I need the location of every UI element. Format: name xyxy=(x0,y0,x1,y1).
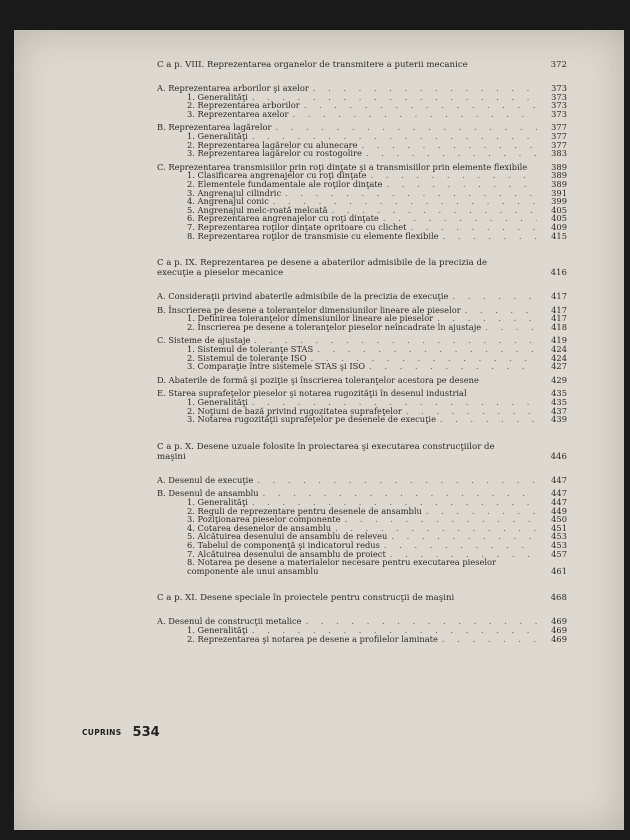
section-name: Abaterile de formă şi poziţie şi înscrierea toleranţelor acestora pe desene xyxy=(168,374,479,385)
dot-leader xyxy=(345,515,537,524)
book-page xyxy=(14,30,624,830)
subsection-entry xyxy=(157,149,567,158)
entry-title: 3. Reprezentarea lagărelor cu rostogolire xyxy=(187,148,362,159)
entry-page: 453 xyxy=(551,531,567,542)
dot-leader xyxy=(304,101,537,110)
subsection-entry xyxy=(157,110,567,119)
dot-leader xyxy=(263,489,537,498)
chapter-gap xyxy=(157,240,567,258)
entry-title: 6. Reprezentarea angrenajelor cu roţi dinţate xyxy=(187,213,379,224)
chapter-page: 446 xyxy=(550,451,567,462)
entry-title: 1. Definirea toleranţelor dimensiunilor lineare ale pieselor xyxy=(187,313,434,324)
entry-page: 418 xyxy=(551,321,567,332)
toc-section xyxy=(157,617,567,643)
section-page: 447 xyxy=(551,474,567,485)
section-name: Înscrierea pe desene a toleranţelor dimensiunilor lineare ale pieselor xyxy=(168,304,461,315)
dot-leader xyxy=(362,141,537,150)
section-name: Starea suprafeţelor pieselor şi notarea rugozităţii în desenul industrial xyxy=(168,388,467,399)
section-page: 429 xyxy=(551,374,567,385)
section-letter: A. xyxy=(157,291,166,302)
section-name: Desenul de execuţie xyxy=(168,474,254,485)
section-page: 389 xyxy=(551,161,567,172)
dot-leader xyxy=(384,541,537,550)
section-name: Desenul de construcţii metalice xyxy=(168,616,302,627)
dot-leader xyxy=(275,123,537,132)
section-name: Desenul de ansamblu xyxy=(168,488,259,499)
dot-leader xyxy=(442,635,537,644)
chapter-title: C a p. X. Desene uzuale folosite în proiectarea şi executarea construcţiilor de maşini xyxy=(157,441,495,462)
dot-leader xyxy=(465,306,537,315)
section-letter: A. xyxy=(157,616,166,627)
entry-title: 1. Clasificarea angrenajelor cu roţi dinţate xyxy=(187,170,367,181)
entry-page: 469 xyxy=(551,624,567,635)
entry-title: 2. Reprezentarea şi notarea pe desene a profilelor laminate xyxy=(187,633,438,644)
section-letter: B. xyxy=(157,488,166,499)
chapter-title: C a p. XI. Desene speciale în proiectele pentru construcţii de maşini xyxy=(157,593,455,604)
entry-page: 377 xyxy=(551,139,567,150)
entry-page: 461 xyxy=(551,565,567,576)
chapter-heading xyxy=(157,60,567,70)
entry-title: 2. Noţiuni de bază privind rugozitatea suprafeţelor xyxy=(187,405,402,416)
entry-page: 424 xyxy=(551,344,567,355)
entry-title: 2. Sistemul de toleranţe ISO xyxy=(187,352,307,363)
entry-page: 469 xyxy=(551,633,567,644)
entry-page: 377 xyxy=(551,130,567,141)
entry-page: 373 xyxy=(551,100,567,111)
entry-title: 6. Tabelul de componenţă şi indicatorul redus xyxy=(187,539,380,550)
entry-title: 1. Generalităţi xyxy=(187,624,248,635)
dot-leader xyxy=(285,189,537,198)
entry-title: 2. Reprezentarea lagărelor cu alunecare xyxy=(187,139,358,150)
entry-title: 1. Sistemul de toleranţe STAS xyxy=(187,344,314,355)
entry-title: 7. Reprezentarea roţilor dinţate opritoare cu clichet xyxy=(187,221,407,232)
chapter-gap xyxy=(157,424,567,442)
toc-section xyxy=(157,489,567,575)
section-page: 417 xyxy=(551,291,567,302)
entry-title: 2. Reguli de reprezentare pentru desenele de ansamblu xyxy=(187,505,422,516)
entry-title: 4. Cotarea desenelor de ansamblu xyxy=(187,522,332,533)
entry-page: 451 xyxy=(551,522,567,533)
entry-page: 383 xyxy=(551,148,567,159)
entry-page: 453 xyxy=(551,539,567,550)
section-letter: B. xyxy=(157,304,166,315)
toc-section xyxy=(157,336,567,370)
dot-leader xyxy=(313,84,537,93)
entry-title: 4. Angrenajul conic xyxy=(187,196,269,207)
entry-page: 415 xyxy=(551,230,567,241)
section-page: 417 xyxy=(551,304,567,315)
chapter-page: 416 xyxy=(550,268,567,279)
section-letter: C. xyxy=(157,161,166,172)
chapter-page: 468 xyxy=(550,593,567,604)
section-letter: E. xyxy=(157,388,166,399)
entry-title: 1. Generalităţi xyxy=(187,91,248,102)
chapter-title: C a p. IX. Reprezentarea pe desene a abaterilor admisibile de la precizia de execuţie a pieselor mecanice xyxy=(157,258,488,279)
chapter-heading xyxy=(157,258,567,278)
section-entry xyxy=(157,292,567,301)
dot-leader xyxy=(366,149,537,158)
table-of-contents xyxy=(157,60,567,643)
section-name: Reprezentarea transmisiilor prin roţi dinţate şi a transmisiilor prin elemente flexibile xyxy=(168,161,528,172)
dot-leader xyxy=(387,180,537,189)
chapter-gap xyxy=(157,575,567,593)
subsection-entry xyxy=(157,362,567,371)
entry-page: 405 xyxy=(551,213,567,224)
dot-leader xyxy=(317,345,537,354)
toc-section xyxy=(157,389,567,423)
section-entry xyxy=(157,376,567,385)
section-page: 419 xyxy=(551,335,567,346)
section-page: 377 xyxy=(551,122,567,133)
dot-leader xyxy=(369,362,537,371)
entry-page: 389 xyxy=(551,170,567,181)
entry-page: 450 xyxy=(551,514,567,525)
entry-title: 3. Angrenajul cilindric xyxy=(187,187,282,198)
dot-leader xyxy=(306,617,537,626)
chapter-heading xyxy=(157,593,567,603)
entry-page: 437 xyxy=(551,405,567,416)
entry-page: 439 xyxy=(551,414,567,425)
subsection-entry xyxy=(157,558,567,575)
chapter-page: 372 xyxy=(550,60,567,70)
toc-section xyxy=(157,292,567,301)
entry-title: 3. Reprezentarea axelor xyxy=(187,108,289,119)
dot-leader xyxy=(443,232,537,241)
section-letter: A. xyxy=(157,83,166,93)
entry-page: 389 xyxy=(551,178,567,189)
section-name: Reprezentarea lagărelor xyxy=(168,122,272,133)
entry-page: 391 xyxy=(551,187,567,198)
entry-title: 2. Înscrierea pe desene a toleranţelor pieselor neîncadrate în ajustaje xyxy=(187,321,482,332)
section-letter: C. xyxy=(157,335,166,346)
section-entry xyxy=(157,476,567,485)
section-letter: A. xyxy=(157,474,166,485)
dot-leader xyxy=(391,532,537,541)
section-page: 435 xyxy=(551,388,567,399)
footer-label: CUPRINS xyxy=(82,728,122,737)
toc-section xyxy=(157,84,567,118)
page-footer xyxy=(82,722,160,741)
dot-leader xyxy=(485,323,537,332)
dot-leader xyxy=(452,292,537,301)
entry-title: 3. Comparaţie între sistemele STAS şi ISO xyxy=(187,361,366,372)
entry-page: 424 xyxy=(551,352,567,363)
section-name: Sisteme de ajustaje xyxy=(168,335,251,346)
entry-page: 399 xyxy=(551,196,567,207)
dot-leader xyxy=(426,507,537,516)
toc-section xyxy=(157,476,567,485)
section-page: 469 xyxy=(551,616,567,627)
entry-title: 8. Reprezentarea roţilor de transmisie cu elemente flexibile xyxy=(187,230,439,241)
section-letter: D. xyxy=(157,374,166,385)
entry-title: 7. Alcătuirea desenului de ansamblu de proiect xyxy=(187,548,386,559)
section-page: 373 xyxy=(551,83,567,93)
entry-title: 5. Alcătuirea desenului de ansamblu de releveu xyxy=(187,531,388,542)
toc-section xyxy=(157,163,567,240)
dot-leader xyxy=(292,110,537,119)
entry-title: 2. Elementele fundamentale ale roţilor dinţate xyxy=(187,178,383,189)
section-letter: B. xyxy=(157,122,166,133)
section-title xyxy=(157,375,479,385)
chapter-heading xyxy=(157,442,567,462)
dot-leader xyxy=(371,171,537,180)
toc-section xyxy=(157,306,567,332)
entry-page: 405 xyxy=(551,204,567,215)
subsection-entry xyxy=(157,635,567,644)
footer-page-number: 534 xyxy=(132,725,160,740)
toc-section xyxy=(157,376,567,385)
section-name: Consideraţii privind abaterile admisibile de la precizia de execuţie xyxy=(168,291,449,302)
subsection-entry xyxy=(157,232,567,241)
entry-page: 427 xyxy=(551,361,567,372)
entry-title: 1. Generalităţi xyxy=(187,130,248,141)
entry-title: 1. Generalităţi xyxy=(187,397,248,408)
entry-title: 5. Angrenajul melc-roată melcată xyxy=(187,204,328,215)
chapter-title: C a p. VIII. Reprezentarea organelor de transmitere a puterii mecanice xyxy=(157,60,468,70)
toc-section xyxy=(157,123,567,157)
entry-title: 2. Reprezentarea arborilor xyxy=(187,100,300,111)
section-title xyxy=(157,476,253,485)
dot-leader xyxy=(440,415,537,424)
entry-title: 1. Generalităţi xyxy=(187,497,248,507)
entry-page: 449 xyxy=(551,505,567,516)
entry-page: 417 xyxy=(551,313,567,324)
entry-page: 373 xyxy=(551,108,567,119)
section-page: 447 xyxy=(551,488,567,499)
entry-page: 447 xyxy=(551,497,567,507)
entry-page: 409 xyxy=(551,221,567,232)
entry-title: 8. Notarea pe desene a materialelor necesare pentru executarea pieselor componente ale unui ansamblu xyxy=(187,557,496,576)
dot-leader xyxy=(257,476,537,485)
subsection-entry xyxy=(157,415,567,424)
entry-title: 3. Notarea rugozităţii suprafeţelor pe desenele de execuţie xyxy=(187,414,436,425)
section-name: Reprezentarea arborilor şi axelor xyxy=(168,83,309,93)
subsection-entry xyxy=(157,323,567,332)
entry-page: 435 xyxy=(551,397,567,408)
entry-page: 457 xyxy=(551,548,567,559)
entry-title: 3. Poziţionarea pieselor componente xyxy=(187,514,341,525)
entry-page: 373 xyxy=(551,91,567,102)
section-title xyxy=(157,292,448,301)
